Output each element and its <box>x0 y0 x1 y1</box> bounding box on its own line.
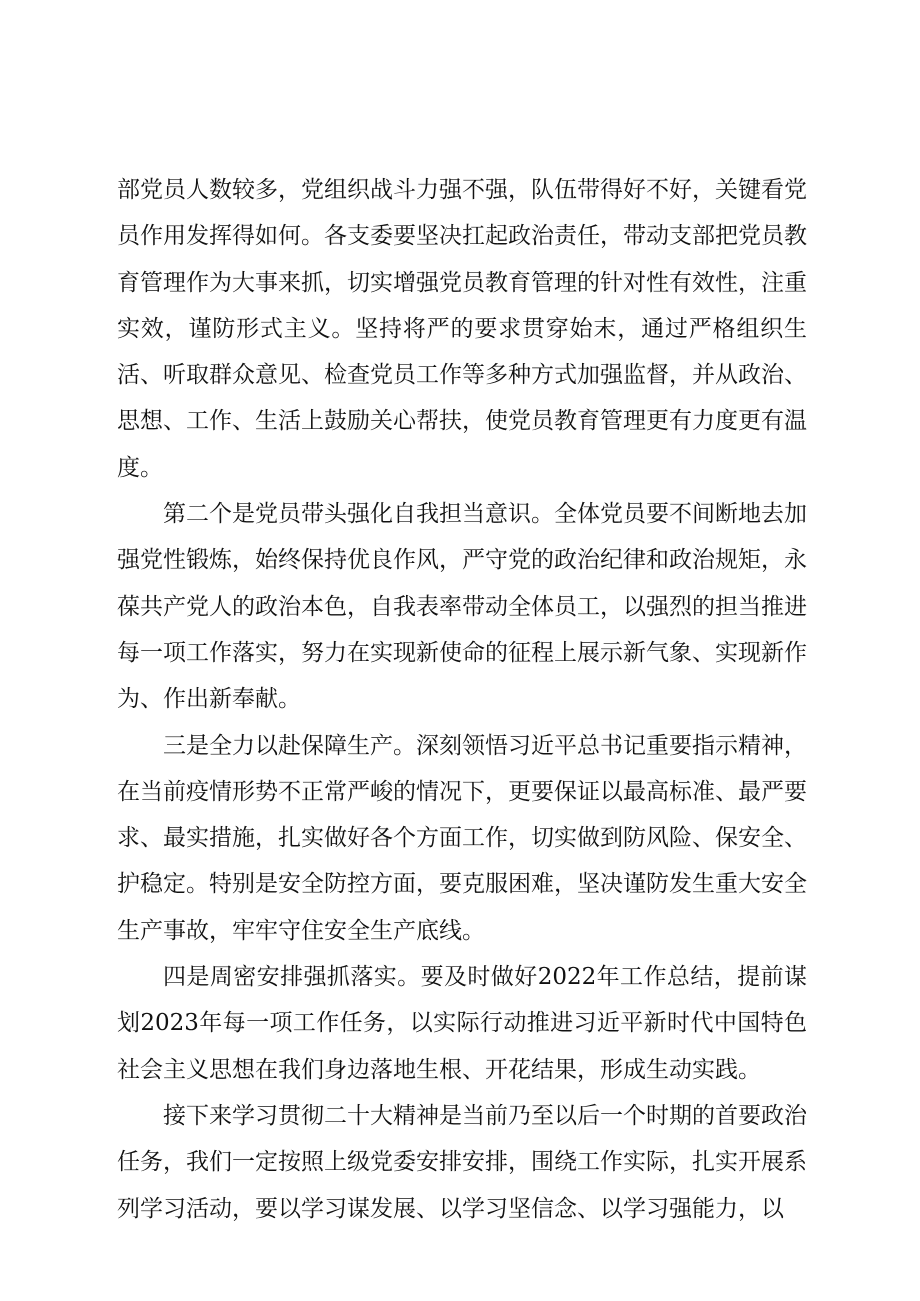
paragraph-work-planning: 四是周密安排强抓落实。要及时做好2022年工作总结，提前谋划2023年每一项工作任务，以实际行动推进习近平新时代中国特色社会主义思想在我们身边落地生根、开花结果，形成生动实践。 <box>117 964 807 1083</box>
paragraph-study-activities: 接下来学习贯彻二十大精神是当前乃至以后一个时期的首要政治任务，我们一定按照上级党委安排安排，围绕工作实际，扎实开展系列学习活动，要以学习谋发展、以学习坚信念、以学习强能力，以 <box>117 1102 807 1222</box>
paragraph-continued: 部党员人数较多，党组织战斗力强不强，队伍带得好不好，关键看党员作用发挥得如何。各支委要坚决扛起政治责任，带动支部把党员教育管理作为大事来抓，切实增强党员教育管理的针对性有效性，注重实效，谨防形式主义。坚持将严的要求贯穿始末，通过严格组织生活、听取群众意见、检查党员工作等多种方式加强监督，并从政治、思想、工作、生活上鼓励关心帮扶，使党员教育管理更有力度更有温度。 <box>117 177 807 481</box>
paragraph-party-member-responsibility: 第二个是党员带头强化自我担当意识。全体党员要不间断地去加强党性锻炼，始终保持优良作风，严守党的政治纪律和政治规矩，永葆共产党人的政治本色，自我表率带动全体员工，以强烈的担当推进每一项工作落实，努力在实现新使命的征程上展示新气象、实现新作为、作出新奉献。 <box>117 501 807 713</box>
document-body <box>117 167 807 1232</box>
paragraph-production-safety: 三是全力以赴保障生产。深刻领悟习近平总书记重要指示精神，在当前疫情形势不正常严峻的情况下，更要保证以最高标准、最严要求、最实措施，扎实做好各个方面工作，切实做到防风险、保安全、护稳定。特别是安全防控方面，要克服困难，坚决谨防发生重大安全生产事故，牢牢守住安全生产底线。 <box>117 732 807 944</box>
